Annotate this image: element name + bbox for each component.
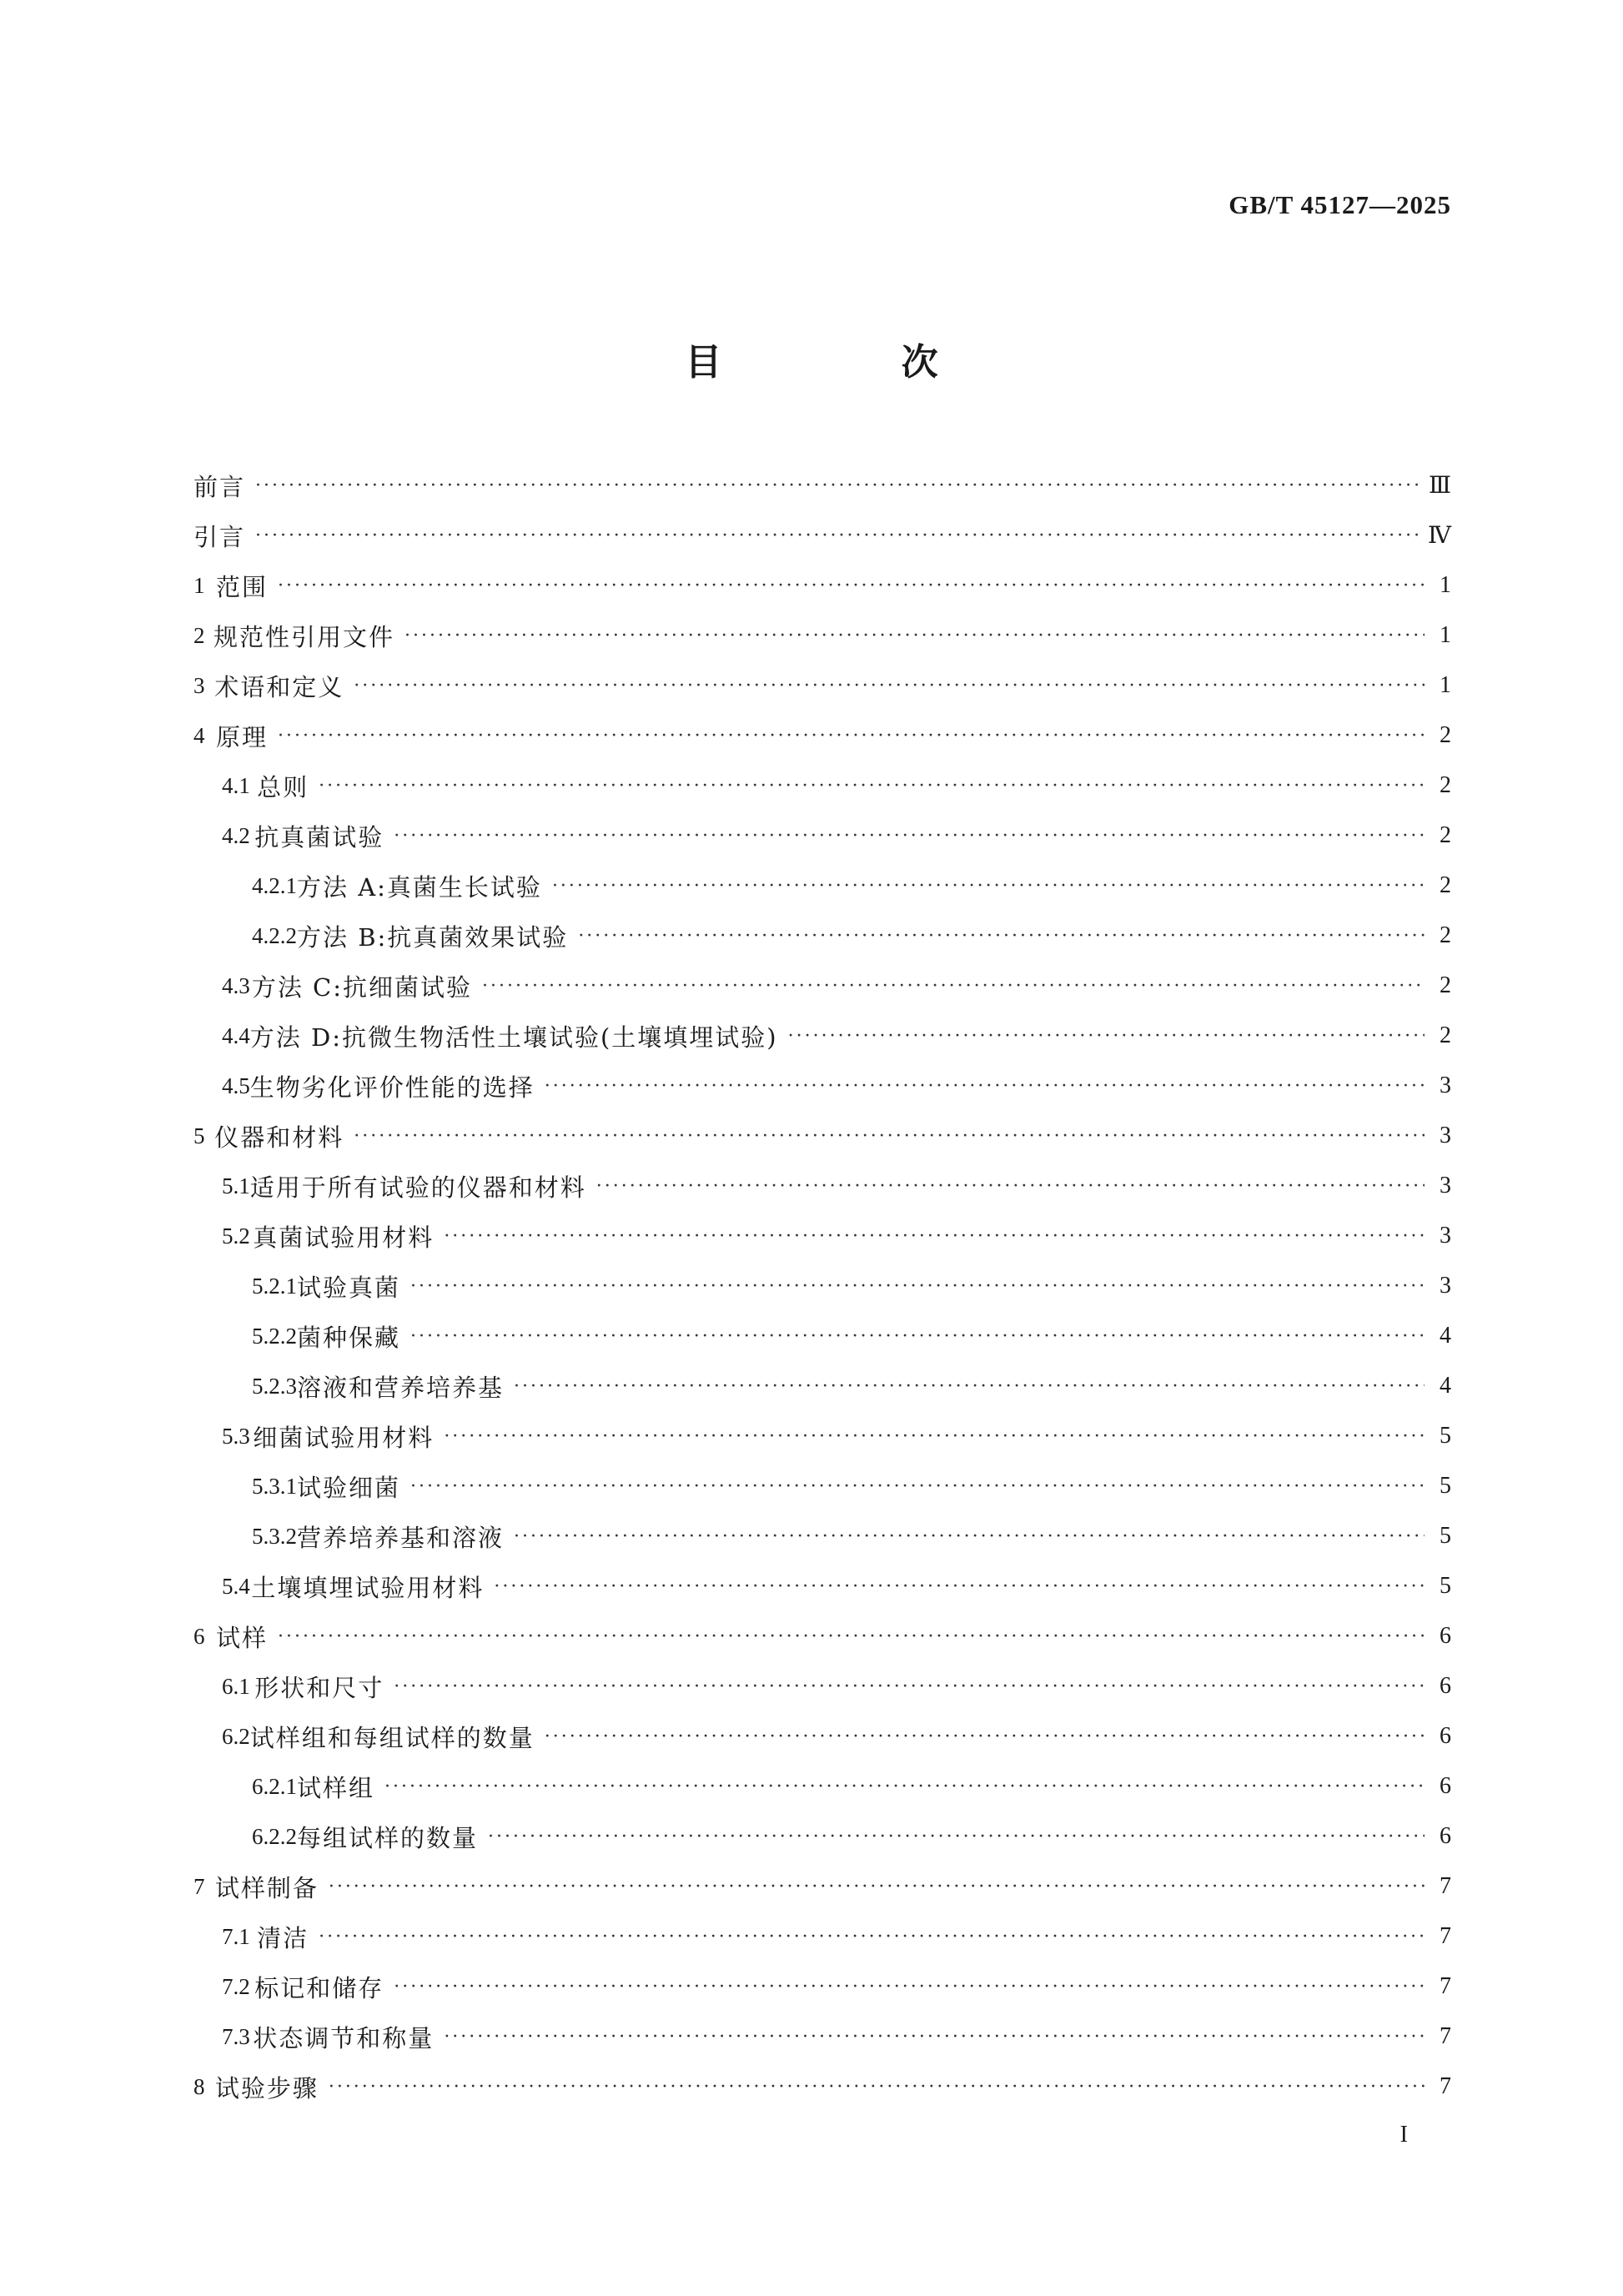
- toc-dot-leader: [552, 876, 1425, 897]
- toc-entry-title: 前言: [193, 472, 246, 501]
- toc-entry-page: 2: [1440, 972, 1451, 998]
- toc-entry-number: 7.1: [222, 1923, 250, 1949]
- toc-entry-title: 每组试样的数量: [297, 1823, 479, 1852]
- toc-entry-page: 4: [1440, 1373, 1451, 1399]
- toc-entry-number: 5.1: [222, 1173, 250, 1198]
- table-of-contents: [193, 460, 1451, 2112]
- toc-entry[interactable]: [193, 1511, 1451, 1561]
- toc-entry-number: 5.2: [222, 1223, 250, 1248]
- toc-entry-page: 5: [1440, 1573, 1451, 1599]
- toc-dot-leader: [278, 1626, 1425, 1647]
- toc-entry-number: 5.3.2: [252, 1523, 297, 1549]
- toc-entry-page: 2: [1440, 872, 1451, 898]
- toc-entry-page: 5: [1440, 1523, 1451, 1549]
- toc-entry-page: 2: [1440, 722, 1451, 748]
- toc-entry-page: 3: [1440, 1273, 1451, 1299]
- toc-entry[interactable]: [193, 560, 1451, 610]
- toc-entry[interactable]: [193, 460, 1451, 510]
- toc-entry-title: 范围: [216, 572, 269, 601]
- toc-entry[interactable]: [193, 1111, 1451, 1161]
- toc-dot-leader: [444, 1226, 1425, 1247]
- toc-entry-title: 引言: [193, 522, 246, 551]
- toc-entry[interactable]: [193, 861, 1451, 911]
- toc-entry[interactable]: [193, 1411, 1451, 1461]
- toc-dot-leader: [394, 1977, 1425, 1997]
- toc-entry-number: 4: [193, 722, 205, 748]
- toc-dot-leader: [545, 1726, 1425, 1747]
- toc-entry[interactable]: [193, 1711, 1451, 1761]
- toc-entry-number: 5.3: [222, 1423, 250, 1449]
- toc-entry-title: 清洁: [257, 1923, 309, 1952]
- toc-dot-leader: [329, 2077, 1425, 2098]
- toc-entry-number: 7: [193, 1873, 205, 1899]
- toc-entry-page: 3: [1440, 1123, 1451, 1148]
- toc-dot-leader: [410, 1276, 1425, 1297]
- toc-dot-leader: [319, 776, 1425, 796]
- toc-entry-title: 形状和尺寸: [254, 1673, 384, 1702]
- toc-entry[interactable]: [193, 961, 1451, 1011]
- toc-entry-title: 菌种保藏: [297, 1323, 401, 1352]
- toc-entry-page: 3: [1440, 1073, 1451, 1098]
- toc-entry-title: 原理: [216, 722, 269, 751]
- toc-dot-leader: [578, 926, 1425, 947]
- page-number: I: [1399, 2122, 1408, 2148]
- toc-dot-leader: [255, 525, 1419, 546]
- toc-entry-title: 状态调节和称量: [253, 2023, 435, 2052]
- toc-dot-leader: [596, 1176, 1425, 1197]
- toc-entry-number: 7.2: [222, 1973, 250, 1999]
- toc-entry-number: 4.2: [222, 822, 250, 848]
- toc-entry[interactable]: [193, 1611, 1451, 1661]
- toc-dot-leader: [319, 1927, 1425, 1947]
- toc-entry-page: 4: [1440, 1323, 1451, 1349]
- toc-dot-leader: [482, 976, 1425, 997]
- toc-entry-page: 7: [1440, 1923, 1451, 1949]
- toc-dot-leader: [394, 826, 1425, 847]
- toc-entry-page: 1: [1440, 622, 1451, 648]
- toc-dot-leader: [329, 1876, 1425, 1897]
- toc-entry[interactable]: [193, 1861, 1451, 1912]
- toc-entry[interactable]: [193, 811, 1451, 861]
- toc-entry-page: 1: [1440, 672, 1451, 698]
- toc-entry-number: 1: [193, 572, 205, 598]
- toc-entry-page: 6: [1440, 1673, 1451, 1699]
- toc-entry[interactable]: [193, 1261, 1451, 1311]
- toc-dot-leader: [410, 1326, 1425, 1347]
- toc-entry-page: 6: [1440, 1723, 1451, 1749]
- toc-entry-number: 4.5: [222, 1073, 250, 1098]
- toc-entry-page: 7: [1440, 1973, 1451, 1999]
- toc-entry[interactable]: [193, 1211, 1451, 1261]
- standard-number: GB/T 45127—2025: [1229, 190, 1451, 219]
- toc-dot-leader: [488, 1826, 1425, 1847]
- toc-dot-leader: [354, 1126, 1425, 1147]
- toc-dot-leader: [545, 1076, 1425, 1097]
- toc-entry-number: 6.1: [222, 1673, 250, 1699]
- toc-entry-title: 土壤填埋试验用材料: [251, 1573, 485, 1602]
- toc-entry-number: 4.2.1: [252, 872, 297, 898]
- toc-entry-page: 7: [1440, 1873, 1451, 1899]
- toc-entry-page: 2: [1440, 772, 1451, 798]
- toc-dot-leader: [494, 1576, 1425, 1597]
- toc-entry[interactable]: [193, 1061, 1451, 1111]
- toc-entry-page: 2: [1440, 822, 1451, 848]
- toc-entry-title: 方法 C:抗细菌试验: [251, 972, 473, 1002]
- toc-entry-title: 总则: [257, 772, 309, 801]
- toc-entry-number: 5.2.2: [252, 1323, 297, 1349]
- toc-entry-title: 试样组: [297, 1773, 375, 1802]
- toc-entry-page: Ⅳ: [1428, 523, 1451, 549]
- toc-dot-leader: [788, 1026, 1425, 1047]
- toc-entry-title: 营养培养基和溶液: [297, 1523, 505, 1552]
- toc-entry-page: 5: [1440, 1423, 1451, 1449]
- toc-dot-leader: [278, 575, 1425, 596]
- toc-entry-title: 试验细菌: [297, 1473, 401, 1502]
- toc-entry-number: 4.3: [222, 972, 250, 998]
- toc-entry-title: 术语和定义: [214, 672, 344, 701]
- toc-entry[interactable]: [193, 1311, 1451, 1361]
- toc-entry-page: 3: [1440, 1223, 1451, 1248]
- toc-entry[interactable]: [193, 510, 1451, 560]
- toc-dot-leader: [404, 625, 1425, 646]
- toc-entry-title: 试验步骤: [214, 2073, 319, 2103]
- toc-entry-number: 3: [193, 672, 205, 698]
- toc-entry-page: 1: [1440, 572, 1451, 598]
- toc-entry[interactable]: [193, 761, 1451, 811]
- toc-dot-leader: [278, 726, 1425, 746]
- toc-entry[interactable]: [193, 661, 1451, 711]
- toc-dot-leader: [514, 1526, 1425, 1547]
- toc-dot-leader: [514, 1376, 1425, 1397]
- toc-entry-page: 6: [1440, 1623, 1451, 1649]
- toc-entry-number: 4.4: [222, 1022, 250, 1048]
- toc-entry-number: 5.3.1: [252, 1473, 297, 1499]
- toc-dot-leader: [410, 1476, 1425, 1497]
- toc-entry[interactable]: [193, 1161, 1451, 1211]
- toc-entry-title: 试样制备: [214, 1873, 319, 1902]
- toc-entry-title: 生物劣化评价性能的选择: [249, 1073, 535, 1102]
- toc-entry[interactable]: [193, 2012, 1451, 2062]
- toc-entry-number: 8: [193, 2073, 205, 2099]
- toc-entry[interactable]: [193, 1361, 1451, 1411]
- toc-entry-number: 2: [193, 622, 205, 648]
- toc-entry-page: 7: [1440, 2073, 1451, 2099]
- toc-entry-title: 方法 D:抗微生物活性土壤试验(土壤填埋试验): [249, 1022, 778, 1052]
- toc-entry-title: 方法 A:真菌生长试验: [297, 872, 542, 902]
- toc-entry[interactable]: [193, 610, 1451, 661]
- toc-entry-title: 抗真菌试验: [254, 822, 384, 852]
- toc-entry[interactable]: [193, 2062, 1451, 2112]
- toc-dot-leader: [394, 1676, 1425, 1697]
- toc-entry-title: 真菌试验用材料: [253, 1223, 435, 1252]
- toc-entry-title: 试验真菌: [297, 1273, 401, 1302]
- toc-entry[interactable]: [193, 711, 1451, 761]
- toc-entry[interactable]: [193, 1011, 1451, 1061]
- toc-entry-number: 5.4: [222, 1573, 250, 1599]
- toc-dot-leader: [444, 2027, 1425, 2047]
- toc-entry-page: 6: [1440, 1773, 1451, 1799]
- toc-entry-title: 方法 B:抗真菌效果试验: [297, 922, 569, 952]
- toc-entry-number: 5: [193, 1123, 205, 1148]
- toc-entry-number: 7.3: [222, 2023, 250, 2049]
- toc-entry-page: 2: [1440, 922, 1451, 948]
- toc-entry[interactable]: [193, 1661, 1451, 1711]
- toc-entry-number: 5.2.3: [252, 1373, 297, 1399]
- toc-entry[interactable]: [193, 1761, 1451, 1811]
- toc-entry-number: 6.2.2: [252, 1823, 297, 1849]
- toc-entry-page: 5: [1440, 1473, 1451, 1499]
- toc-entry[interactable]: [193, 1912, 1451, 1962]
- toc-entry-title: 溶液和营养培养基: [297, 1373, 505, 1402]
- toc-entry-page: 6: [1440, 1823, 1451, 1849]
- toc-entry-page: 3: [1440, 1173, 1451, 1198]
- toc-entry[interactable]: [193, 1561, 1451, 1611]
- toc-entry-number: 6.2: [222, 1723, 250, 1749]
- toc-entry[interactable]: [193, 1461, 1451, 1511]
- toc-entry-number: 6.2.1: [252, 1773, 297, 1799]
- toc-entry-number: 5.2.1: [252, 1273, 297, 1299]
- toc-entry-number: 4.2.2: [252, 922, 297, 948]
- toc-entry-page: Ⅲ: [1428, 473, 1451, 499]
- toc-entry-page: 7: [1440, 2023, 1451, 2049]
- toc-entry-title: 标记和储存: [254, 1973, 384, 2002]
- toc-entry-title: 试样: [216, 1623, 269, 1652]
- toc-dot-leader: [255, 475, 1420, 496]
- toc-entry-title: 试样组和每组试样的数量: [249, 1723, 535, 1752]
- toc-entry-number: 6: [193, 1623, 205, 1649]
- toc-entry-title: 适用于所有试验的仪器和材料: [249, 1173, 586, 1202]
- toc-dot-leader: [354, 676, 1425, 696]
- toc-dot-leader: [444, 1426, 1425, 1447]
- toc-entry-title: 规范性引用文件: [214, 622, 395, 651]
- page-title: 目 次: [685, 341, 1022, 384]
- toc-entry-title: 仪器和材料: [214, 1123, 344, 1152]
- toc-entry-title: 细菌试验用材料: [253, 1423, 435, 1452]
- toc-entry[interactable]: [193, 911, 1451, 961]
- toc-entry[interactable]: [193, 1811, 1451, 1861]
- toc-entry[interactable]: [193, 1962, 1451, 2012]
- toc-entry-page: 2: [1440, 1022, 1451, 1048]
- toc-dot-leader: [384, 1776, 1425, 1797]
- toc-entry-number: 4.1: [222, 772, 250, 798]
